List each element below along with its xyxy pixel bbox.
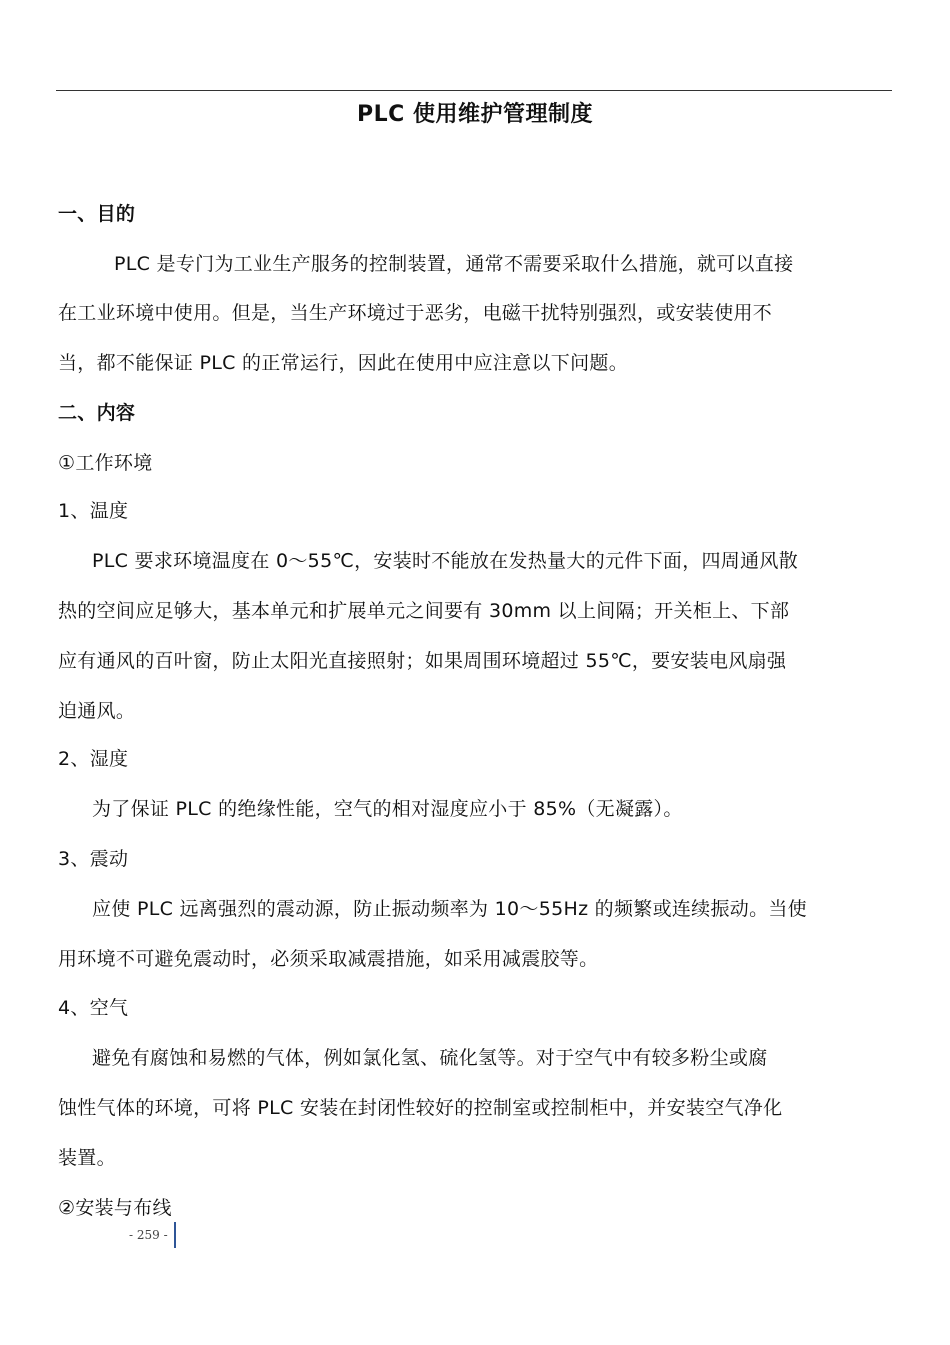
subsection-heading-environment: ①工作环境 bbox=[58, 452, 153, 474]
item-heading-vibration: 3、震动 bbox=[58, 848, 129, 870]
page-number: - 259 - bbox=[129, 1228, 168, 1242]
paragraph-line: 为了保证 PLC 的绝缘性能，空气的相对湿度应小于 85%（无凝露）。 bbox=[92, 798, 683, 820]
item-heading-air: 4、空气 bbox=[58, 997, 129, 1019]
paragraph-line: 应使 PLC 远离强烈的震动源，防止振动频率为 10～55Hz 的频繁或连续振动。当使 bbox=[92, 898, 807, 920]
document-title: PLC 使用维护管理制度 bbox=[357, 102, 593, 127]
paragraph-line: 迫通风。 bbox=[58, 700, 136, 722]
paragraph-line: 在工业环境中使用。但是，当生产环境过于恶劣，电磁干扰特别强烈，或安装使用不 bbox=[58, 302, 773, 324]
item-heading-temperature: 1、温度 bbox=[58, 500, 129, 522]
subsection-heading-installation: ②安装与布线 bbox=[58, 1197, 172, 1219]
paragraph-line: PLC 要求环境温度在 0～55℃，安装时不能放在发热量大的元件下面，四周通风散 bbox=[92, 550, 798, 572]
section-heading-purpose: 一、目的 bbox=[58, 203, 136, 225]
item-heading-humidity: 2、湿度 bbox=[58, 748, 129, 770]
paragraph-line: 热的空间应足够大，基本单元和扩展单元之间要有 30mm 以上间隔；开关柜上、下部 bbox=[58, 600, 790, 622]
paragraph-line: 蚀性气体的环境，可将 PLC 安装在封闭性较好的控制室或控制柜中，并安装空气净化 bbox=[58, 1097, 783, 1119]
paragraph-line: 装置。 bbox=[58, 1147, 116, 1169]
header-rule bbox=[56, 90, 892, 91]
paragraph-line: PLC 是专门为工业生产服务的控制装置，通常不需要采取什么措施，就可以直接 bbox=[114, 253, 794, 275]
paragraph-line: 避免有腐蚀和易燃的气体，例如氯化氢、硫化氢等。对于空气中有较多粉尘或腐 bbox=[92, 1047, 768, 1069]
paragraph-line: 应有通风的百叶窗，防止太阳光直接照射；如果周围环境超过 55℃，要安装电风扇强 bbox=[58, 650, 787, 672]
text-cursor bbox=[174, 1222, 176, 1248]
section-heading-content: 二、内容 bbox=[58, 402, 136, 424]
paragraph-line: 当，都不能保证 PLC 的正常运行，因此在使用中应注意以下问题。 bbox=[58, 352, 628, 374]
paragraph-line: 用环境不可避免震动时，必须采取减震措施，如采用减震胶等。 bbox=[58, 948, 599, 970]
